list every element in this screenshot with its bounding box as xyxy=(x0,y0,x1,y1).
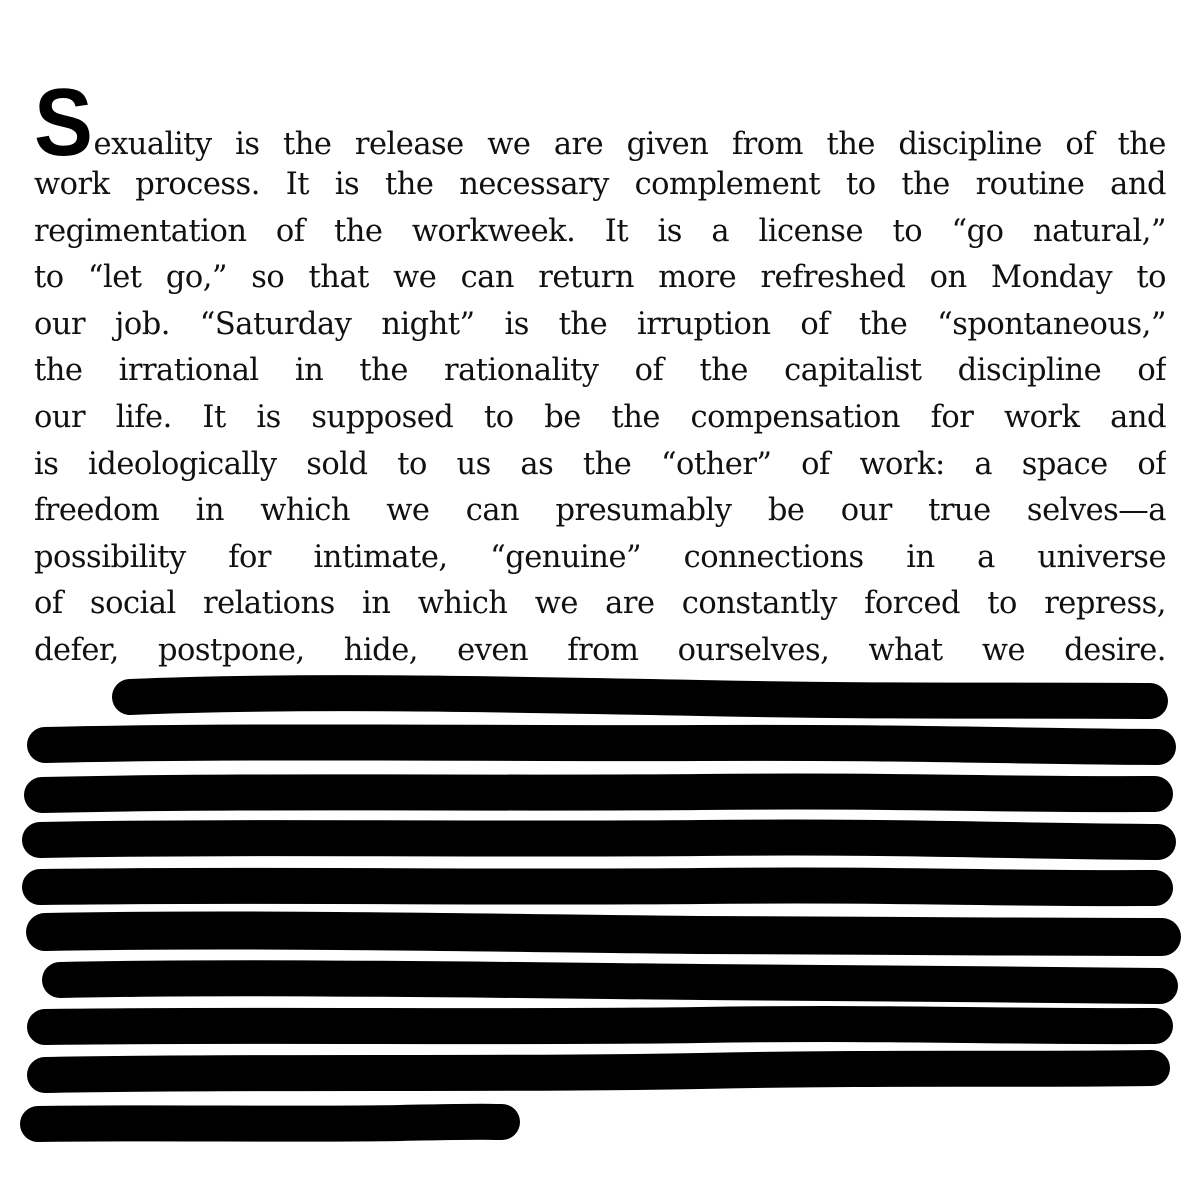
redaction-stroke-9 xyxy=(45,1068,1152,1075)
redaction-stroke-7 xyxy=(60,978,1160,986)
text-line-2: work process. It is the necessary complement to the routine and xyxy=(34,167,1166,202)
text-line-3: regimentation of the workweek. It is a license to “go natural,” xyxy=(34,213,1166,249)
text-line-4: to “let go,” so that we can return more refreshed on Monday to xyxy=(34,260,1166,296)
redaction-stroke-2 xyxy=(45,742,1158,747)
text-line-10: possibility for intimate, “genuine” connections in a universe xyxy=(34,539,1166,575)
drop-cap: S xyxy=(34,70,93,162)
redaction-stroke-4 xyxy=(40,838,1158,842)
redaction-stroke-3 xyxy=(42,792,1155,795)
redaction-stroke-10 xyxy=(38,1122,502,1124)
text-line-1 xyxy=(34,70,1166,162)
paragraph xyxy=(34,70,1166,675)
redaction-stroke-1 xyxy=(130,693,1150,701)
text-line-5: our job. “Saturday night” is the irruption of the “spontaneous,” xyxy=(34,306,1166,342)
redaction-stroke-8 xyxy=(45,1024,1155,1027)
redaction-stroke-5 xyxy=(40,886,1155,889)
text-line-11: of social relations in which we are constantly forced to repress, xyxy=(34,586,1166,622)
text-line-8: is ideologically sold to us as the “other” of work: a space of xyxy=(34,446,1166,482)
text-line-7: our life. It is supposed to be the compensation for work and xyxy=(34,399,1166,435)
text-line-9: freedom in which we can presumably be our true selves—a xyxy=(34,493,1166,529)
redaction-stroke-6 xyxy=(45,930,1162,937)
text-line-12: defer, postpone, hide, even from ourselves, what we desire. xyxy=(34,632,1166,668)
text-line-6: the irrational in the rationality of the capitalist discipline of xyxy=(34,353,1166,389)
first-line-text: exuality is the release we are given from the discipline of the xyxy=(93,130,1166,162)
